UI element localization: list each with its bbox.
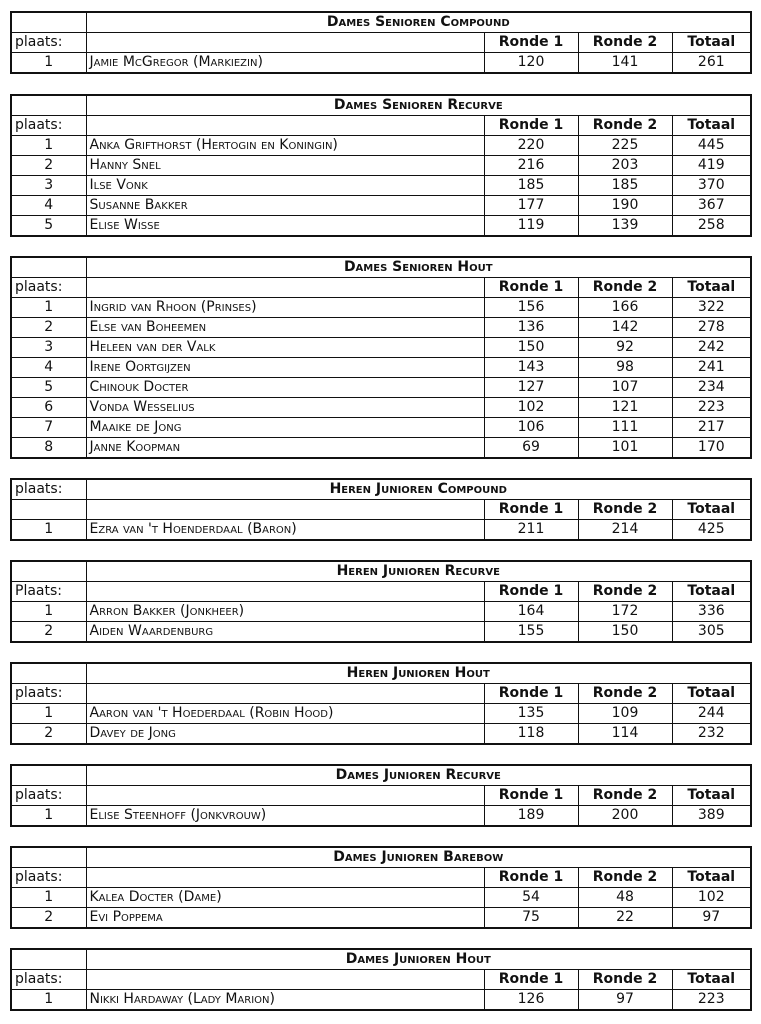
section-title-row xyxy=(11,479,751,500)
total-header: Totaal xyxy=(672,116,751,136)
place-column-label: plaats: xyxy=(11,116,86,136)
section-title-row xyxy=(11,257,751,278)
table-row xyxy=(11,298,751,318)
empty-cell xyxy=(86,278,484,298)
place-column-label: plaats: xyxy=(11,868,86,888)
place-cell: 8 xyxy=(11,438,86,459)
total-header: Totaal xyxy=(672,582,751,602)
place-cell: 2 xyxy=(11,908,86,929)
table-row xyxy=(11,990,751,1011)
round2-score: 214 xyxy=(578,520,672,541)
total-score: 258 xyxy=(672,216,751,237)
total-score: 425 xyxy=(672,520,751,541)
place-cell: 1 xyxy=(11,704,86,724)
place-cell: 2 xyxy=(11,622,86,643)
results-table xyxy=(10,256,752,459)
round2-score: 200 xyxy=(578,806,672,827)
table-row xyxy=(11,724,751,745)
section-title-row xyxy=(11,12,751,33)
round2-score: 225 xyxy=(578,136,672,156)
total-header: Totaal xyxy=(672,970,751,990)
empty-cell xyxy=(86,786,484,806)
table-row xyxy=(11,908,751,929)
round1-score: 156 xyxy=(484,298,578,318)
round1-score: 220 xyxy=(484,136,578,156)
place-cell: 3 xyxy=(11,338,86,358)
table-row xyxy=(11,704,751,724)
column-header-row xyxy=(11,868,751,888)
total-score: 336 xyxy=(672,602,751,622)
table-row xyxy=(11,602,751,622)
total-header: Totaal xyxy=(672,33,751,53)
name-cell: Irene Oortgijzen xyxy=(86,358,484,378)
empty-cell xyxy=(11,765,86,786)
name-cell: Ilse Vonk xyxy=(86,176,484,196)
name-cell: Chinouk Docter xyxy=(86,378,484,398)
place-cell: 4 xyxy=(11,196,86,216)
round1-score: 75 xyxy=(484,908,578,929)
round1-header: Ronde 1 xyxy=(484,278,578,298)
round2-header: Ronde 2 xyxy=(578,33,672,53)
column-header-row xyxy=(11,500,751,520)
empty-cell xyxy=(86,868,484,888)
empty-cell xyxy=(86,582,484,602)
place-column-label: plaats: xyxy=(11,33,86,53)
total-score: 241 xyxy=(672,358,751,378)
name-cell: Anka Grifthorst (Hertogin en Koningin) xyxy=(86,136,484,156)
name-cell: Ingrid van Rhoon (Prinses) xyxy=(86,298,484,318)
round1-score: 136 xyxy=(484,318,578,338)
results-table xyxy=(10,662,752,745)
column-header-row xyxy=(11,970,751,990)
round2-header: Ronde 2 xyxy=(578,684,672,704)
results-table xyxy=(10,764,752,827)
name-cell: Susanne Bakker xyxy=(86,196,484,216)
total-header: Totaal xyxy=(672,278,751,298)
name-cell: Else van Boheemen xyxy=(86,318,484,338)
empty-cell xyxy=(11,663,86,684)
name-cell: Arron Bakker (Jonkheer) xyxy=(86,602,484,622)
place-cell: 2 xyxy=(11,156,86,176)
table-row xyxy=(11,520,751,541)
round2-header: Ronde 2 xyxy=(578,970,672,990)
name-cell: Maaike de Jong xyxy=(86,418,484,438)
round1-score: 164 xyxy=(484,602,578,622)
total-score: 322 xyxy=(672,298,751,318)
round2-score: 203 xyxy=(578,156,672,176)
table-row xyxy=(11,378,751,398)
results-document xyxy=(10,11,750,1011)
total-score: 244 xyxy=(672,704,751,724)
section-title: Heren Junioren Compound xyxy=(86,479,751,500)
place-column-label: plaats: xyxy=(11,786,86,806)
total-score: 102 xyxy=(672,888,751,908)
section-title: Dames Junioren Recurve xyxy=(86,765,751,786)
name-cell: Elise Wisse xyxy=(86,216,484,237)
name-cell: Kalea Docter (Dame) xyxy=(86,888,484,908)
round1-header: Ronde 1 xyxy=(484,684,578,704)
round2-score: 121 xyxy=(578,398,672,418)
round1-header: Ronde 1 xyxy=(484,786,578,806)
table-row xyxy=(11,53,751,74)
table-row xyxy=(11,358,751,378)
total-score: 232 xyxy=(672,724,751,745)
empty-cell xyxy=(86,970,484,990)
empty-cell xyxy=(11,257,86,278)
round2-score: 22 xyxy=(578,908,672,929)
total-score: 223 xyxy=(672,398,751,418)
empty-cell xyxy=(11,95,86,116)
round2-score: 172 xyxy=(578,602,672,622)
total-score: 217 xyxy=(672,418,751,438)
round1-header: Ronde 1 xyxy=(484,500,578,520)
round1-score: 185 xyxy=(484,176,578,196)
table-row xyxy=(11,338,751,358)
total-score: 305 xyxy=(672,622,751,643)
round1-score: 69 xyxy=(484,438,578,459)
round1-header: Ronde 1 xyxy=(484,868,578,888)
empty-cell xyxy=(11,847,86,868)
section-title: Dames Junioren Barebow xyxy=(86,847,751,868)
total-score: 419 xyxy=(672,156,751,176)
section-title: Dames Senioren Recurve xyxy=(86,95,751,116)
place-cell: 1 xyxy=(11,53,86,74)
round2-score: 142 xyxy=(578,318,672,338)
empty-cell xyxy=(11,500,86,520)
round1-score: 119 xyxy=(484,216,578,237)
round1-score: 102 xyxy=(484,398,578,418)
place-cell: 5 xyxy=(11,378,86,398)
round2-header: Ronde 2 xyxy=(578,582,672,602)
place-cell: 6 xyxy=(11,398,86,418)
round2-score: 48 xyxy=(578,888,672,908)
round1-score: 143 xyxy=(484,358,578,378)
results-table xyxy=(10,846,752,929)
round1-score: 189 xyxy=(484,806,578,827)
place-cell: 1 xyxy=(11,990,86,1011)
total-score: 170 xyxy=(672,438,751,459)
column-header-row xyxy=(11,116,751,136)
total-score: 445 xyxy=(672,136,751,156)
empty-cell xyxy=(11,12,86,33)
column-header-row xyxy=(11,33,751,53)
section-title-row xyxy=(11,847,751,868)
place-column-label: Plaats: xyxy=(11,582,86,602)
round2-score: 166 xyxy=(578,298,672,318)
total-score: 97 xyxy=(672,908,751,929)
section-title-row xyxy=(11,95,751,116)
place-cell: 1 xyxy=(11,136,86,156)
section-title-row xyxy=(11,561,751,582)
total-score: 370 xyxy=(672,176,751,196)
total-header: Totaal xyxy=(672,786,751,806)
round2-header: Ronde 2 xyxy=(578,116,672,136)
round1-score: 120 xyxy=(484,53,578,74)
column-header-row xyxy=(11,278,751,298)
table-row xyxy=(11,216,751,237)
name-cell: Hanny Snel xyxy=(86,156,484,176)
column-header-row xyxy=(11,786,751,806)
round1-score: 127 xyxy=(484,378,578,398)
table-row xyxy=(11,806,751,827)
round1-score: 177 xyxy=(484,196,578,216)
table-row xyxy=(11,318,751,338)
name-cell: Janne Koopman xyxy=(86,438,484,459)
place-column-label: plaats: xyxy=(11,970,86,990)
name-cell: Elise Steenhoff (Jonkvrouw) xyxy=(86,806,484,827)
section-title: Dames Senioren Compound xyxy=(86,12,751,33)
name-cell: Aaron van 't Hoederdaal (Robin Hood) xyxy=(86,704,484,724)
round2-header: Ronde 2 xyxy=(578,500,672,520)
round2-header: Ronde 2 xyxy=(578,786,672,806)
total-score: 261 xyxy=(672,53,751,74)
results-table xyxy=(10,11,752,74)
table-row xyxy=(11,176,751,196)
table-row xyxy=(11,622,751,643)
empty-cell xyxy=(11,561,86,582)
round2-score: 111 xyxy=(578,418,672,438)
place-cell: 4 xyxy=(11,358,86,378)
round2-header: Ronde 2 xyxy=(578,278,672,298)
round1-header: Ronde 1 xyxy=(484,970,578,990)
round2-score: 114 xyxy=(578,724,672,745)
total-score: 278 xyxy=(672,318,751,338)
results-table xyxy=(10,478,752,541)
total-score: 389 xyxy=(672,806,751,827)
section-title-row xyxy=(11,663,751,684)
section-title: Heren Junioren Recurve xyxy=(86,561,751,582)
place-cell: 2 xyxy=(11,724,86,745)
place-cell: 1 xyxy=(11,888,86,908)
round2-header: Ronde 2 xyxy=(578,868,672,888)
round1-score: 118 xyxy=(484,724,578,745)
place-cell: 2 xyxy=(11,318,86,338)
table-row xyxy=(11,156,751,176)
total-header: Totaal xyxy=(672,684,751,704)
results-table xyxy=(10,94,752,237)
total-score: 242 xyxy=(672,338,751,358)
table-row xyxy=(11,418,751,438)
round2-score: 97 xyxy=(578,990,672,1011)
place-cell: 1 xyxy=(11,298,86,318)
table-row xyxy=(11,136,751,156)
empty-cell xyxy=(86,116,484,136)
empty-cell xyxy=(86,500,484,520)
round1-score: 216 xyxy=(484,156,578,176)
empty-cell xyxy=(86,33,484,53)
total-header: Totaal xyxy=(672,500,751,520)
section-title: Dames Junioren Hout xyxy=(86,949,751,970)
round2-score: 98 xyxy=(578,358,672,378)
name-cell: Davey de Jong xyxy=(86,724,484,745)
table-row xyxy=(11,888,751,908)
name-cell: Jamie McGregor (Markiezin) xyxy=(86,53,484,74)
round1-score: 126 xyxy=(484,990,578,1011)
round1-score: 211 xyxy=(484,520,578,541)
round1-score: 54 xyxy=(484,888,578,908)
place-cell: 3 xyxy=(11,176,86,196)
place-cell: 5 xyxy=(11,216,86,237)
round1-score: 150 xyxy=(484,338,578,358)
place-cell: 1 xyxy=(11,806,86,827)
empty-cell xyxy=(11,949,86,970)
table-row xyxy=(11,398,751,418)
round2-score: 139 xyxy=(578,216,672,237)
total-header: Totaal xyxy=(672,868,751,888)
round1-header: Ronde 1 xyxy=(484,33,578,53)
column-header-row xyxy=(11,684,751,704)
place-column-label: plaats: xyxy=(11,479,86,500)
table-row xyxy=(11,438,751,459)
name-cell: Heleen van der Valk xyxy=(86,338,484,358)
round1-score: 135 xyxy=(484,704,578,724)
round2-score: 141 xyxy=(578,53,672,74)
round2-score: 92 xyxy=(578,338,672,358)
round1-score: 106 xyxy=(484,418,578,438)
table-row xyxy=(11,196,751,216)
results-table xyxy=(10,948,752,1011)
round2-score: 150 xyxy=(578,622,672,643)
round2-score: 190 xyxy=(578,196,672,216)
total-score: 367 xyxy=(672,196,751,216)
column-header-row xyxy=(11,582,751,602)
round1-header: Ronde 1 xyxy=(484,582,578,602)
empty-cell xyxy=(86,684,484,704)
section-title: Dames Senioren Hout xyxy=(86,257,751,278)
name-cell: Evi Poppema xyxy=(86,908,484,929)
place-cell: 1 xyxy=(11,602,86,622)
round2-score: 101 xyxy=(578,438,672,459)
round1-score: 155 xyxy=(484,622,578,643)
section-title-row xyxy=(11,765,751,786)
place-cell: 1 xyxy=(11,520,86,541)
name-cell: Ezra van 't Hoenderdaal (Baron) xyxy=(86,520,484,541)
name-cell: Vonda Wesselius xyxy=(86,398,484,418)
place-column-label: plaats: xyxy=(11,278,86,298)
name-cell: Nikki Hardaway (Lady Marion) xyxy=(86,990,484,1011)
round2-score: 109 xyxy=(578,704,672,724)
place-cell: 7 xyxy=(11,418,86,438)
round2-score: 107 xyxy=(578,378,672,398)
section-title-row xyxy=(11,949,751,970)
round2-score: 185 xyxy=(578,176,672,196)
place-column-label: plaats: xyxy=(11,684,86,704)
total-score: 234 xyxy=(672,378,751,398)
round1-header: Ronde 1 xyxy=(484,116,578,136)
total-score: 223 xyxy=(672,990,751,1011)
results-table xyxy=(10,560,752,643)
section-title: Heren Junioren Hout xyxy=(86,663,751,684)
name-cell: Aiden Waardenburg xyxy=(86,622,484,643)
